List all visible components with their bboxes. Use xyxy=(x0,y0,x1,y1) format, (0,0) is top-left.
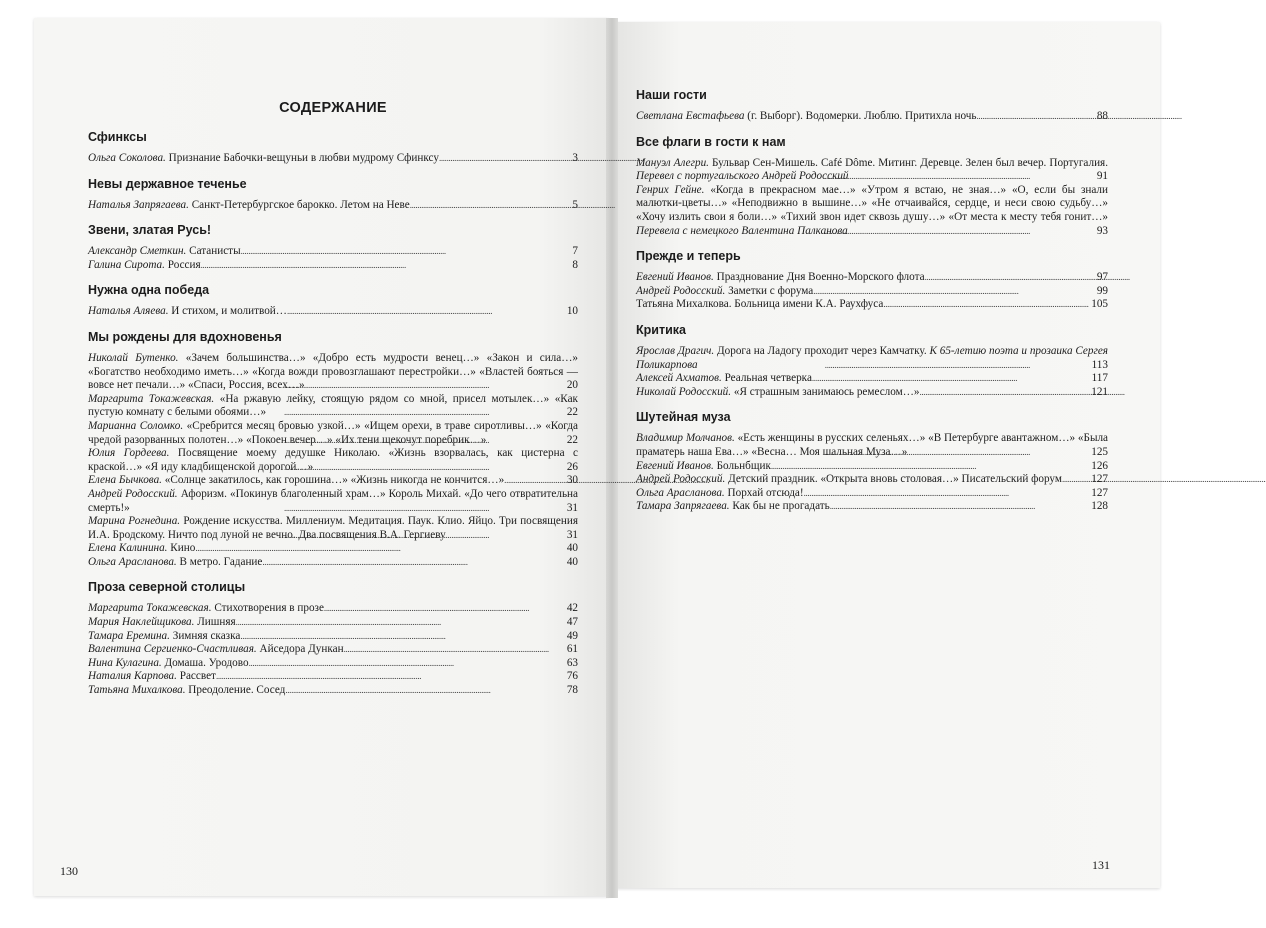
entry-author: Андрей Родосский. xyxy=(636,473,726,486)
dot-leader xyxy=(439,152,570,166)
entry-author: Наталия Карпова. xyxy=(88,670,177,683)
toc-entry xyxy=(88,488,578,515)
entry-author: Тамара Еремина. xyxy=(88,629,170,642)
entry-leader-line xyxy=(284,434,578,448)
entry-text xyxy=(636,110,977,124)
entry-author: Мария Наклейщикова. xyxy=(88,616,195,629)
entry-title: Стихотворения в прозе xyxy=(214,602,324,615)
entry-page-number: 31 xyxy=(566,528,578,541)
toc-entry xyxy=(88,259,578,273)
entry-title: И стихом, и молитвой… xyxy=(171,305,287,318)
entry-title: Заметки с форума xyxy=(728,284,814,297)
toc-entry xyxy=(88,684,578,698)
entry-author: Маргарита Токажевская. xyxy=(88,392,215,405)
dot-leader xyxy=(504,474,565,488)
entry-title: Лишняя xyxy=(197,616,236,629)
toc-section xyxy=(636,88,1108,124)
entry-page-number: 63 xyxy=(566,656,578,669)
entry-title: Детский праздник. «Открыта вновь столовая…» Писательский форум xyxy=(728,473,1062,486)
entry-page-number: 26 xyxy=(566,460,578,473)
entry-page-number: 97 xyxy=(1096,271,1108,284)
dot-leader xyxy=(284,406,565,420)
entry-page-number: 10 xyxy=(566,305,578,318)
dot-leader xyxy=(195,542,565,556)
dot-leader xyxy=(241,245,571,259)
entry-page-number: 121 xyxy=(1091,385,1108,398)
entry-title: Домаша. Уродово xyxy=(164,656,249,669)
entry-leader-line xyxy=(284,379,578,393)
dot-leader xyxy=(1062,473,1089,487)
dot-leader xyxy=(925,271,1095,285)
toc-entry xyxy=(88,616,578,630)
toc-entry xyxy=(636,271,1108,285)
entry-text xyxy=(88,643,344,657)
entry-author: Николай Бутенко. xyxy=(88,351,179,364)
entry-page-number: 47 xyxy=(566,616,578,629)
entry-leader-line xyxy=(825,446,1108,460)
entry-title: «Солнце закатилось, как горошина…» «Жизнь никогда не кончится…» xyxy=(164,474,505,487)
entry-page-number: 8 xyxy=(572,258,578,271)
entry-page-number: 127 xyxy=(1091,473,1108,486)
entry-page-number: 42 xyxy=(566,602,578,615)
toc-entry xyxy=(88,670,578,684)
entry-text xyxy=(636,386,920,400)
entry-leader-line xyxy=(284,502,578,516)
entry-author: Елена Бычкова. xyxy=(88,474,162,487)
dot-leader xyxy=(201,259,571,273)
entry-page-number: 126 xyxy=(1091,459,1108,472)
entry-text xyxy=(88,670,216,684)
entry-title: «Когда в прекрасном мае…» «Утром я встаю, не зная…» «О, если бы знали малютки-цветы…» «Неподвижно в вышине…» «Не отчаивайся, сердце, и неси свою судьбу…» «Хочу излить свои я боли…» «Тихий звон идет сквозь душу…» «От места к месту тебя гонит…» xyxy=(636,183,1109,223)
entry-text xyxy=(88,474,504,488)
entry-text xyxy=(636,372,812,386)
entry-text xyxy=(88,259,201,273)
toc-entry xyxy=(636,298,1108,312)
entry-title: «На ржавую лейку, стоящую рядом со мной, присел мотылек…» «Как пустую комнату с белыми обоями…» xyxy=(88,392,578,419)
entry-title: Как бы не прогадать xyxy=(732,500,830,513)
entry-title: Больнбщик xyxy=(716,459,771,472)
entry-text xyxy=(636,500,830,514)
entry-page-number: 5 xyxy=(572,198,578,211)
entry-author: Владимир Молчанов. xyxy=(636,432,735,445)
entry-leader-line xyxy=(284,406,578,420)
entry-page-number: 105 xyxy=(1091,298,1108,311)
entry-page-number: 7 xyxy=(572,245,578,258)
section-heading: Сфинксы xyxy=(88,130,147,144)
entry-author: Евгений Иванов. xyxy=(636,271,714,284)
entry-title: (г. Выборг). Водомерки. Люблю. Притихла ночь xyxy=(747,110,977,122)
right-sections xyxy=(636,88,1108,514)
entry-leader-line xyxy=(825,225,1108,239)
toc-section xyxy=(88,283,578,319)
toc-section xyxy=(88,177,578,213)
entry-title: «Зачем большинства…» «Добро есть мудрости венец…» «Закон и сила…» «Богатство необходимо иметь…» «Когда вожди провозглашают перестройки…» «Властей бояться — вовсе нет печали…» «Спаси, Россия, всех…» xyxy=(88,351,579,392)
entry-text xyxy=(636,460,771,474)
book-gutter xyxy=(606,18,618,898)
entry-author: Ольга Соколова. xyxy=(88,152,166,164)
entry-author: Юлия Гордеева. xyxy=(88,447,170,460)
entry-author: Наталья Аляева. xyxy=(88,305,169,318)
entry-text xyxy=(636,271,925,285)
entry-title: Признание Бабочки-вещуньи в любви мудрому Сфинксу xyxy=(168,152,439,164)
entry-page-number: 30 xyxy=(566,474,578,487)
toc-section xyxy=(88,223,578,272)
entry-author: Светлана Евстафьева xyxy=(636,110,745,122)
entry-text xyxy=(88,616,236,630)
dot-leader xyxy=(262,556,564,570)
entry-page-number: 76 xyxy=(566,670,578,683)
dot-leader xyxy=(410,199,571,213)
entry-page-number: 127 xyxy=(1091,486,1108,499)
entry-author: Ольга Арасланова. xyxy=(88,555,177,568)
toc-entry xyxy=(636,460,1108,474)
entry-text xyxy=(88,602,324,616)
toc-section xyxy=(88,130,578,166)
toc-entry xyxy=(636,473,1108,487)
entry-page-number: 78 xyxy=(566,684,578,697)
entry-title: Посвящение моему дедушке Николаю. «Жизнь взорвалась, как цистерна с краской…» «Я иду кладбищенской дорогой…» xyxy=(88,447,578,473)
entry-title: Санкт-Петербургское барокко. Летом на Неве xyxy=(191,198,410,211)
toc-title: СОДЕРЖАНИЕ xyxy=(279,100,387,116)
entry-title: Рождение искусства. Миллениум. Медитация. Паук. Клио. Яйцо. Три посвящения И.А. Бродскому. Ничто под луной не вечно. Два посвящения В.А. Гергиеву xyxy=(88,515,579,541)
toc-entry xyxy=(636,432,1108,459)
entry-page-number: 49 xyxy=(566,629,578,642)
entry-author: Ярослав Драгич. xyxy=(636,344,715,357)
entry-author: Тамара Запрягаева. xyxy=(636,500,730,513)
entry-page-number: 91 xyxy=(1096,170,1108,183)
dot-leader xyxy=(284,434,565,448)
entry-text xyxy=(636,487,804,501)
entry-leader-line xyxy=(825,359,1108,373)
entry-text xyxy=(88,542,195,556)
dot-leader xyxy=(284,502,565,516)
entry-title: «Я страшным занимаюсь ремеслом…» xyxy=(733,385,920,398)
dot-leader xyxy=(825,446,1089,460)
entry-title: Празднование Дня Военно-Морского флота xyxy=(716,271,925,284)
entry-title: Кино xyxy=(170,542,196,555)
dot-leader xyxy=(825,225,1095,239)
dot-leader xyxy=(771,460,1089,474)
page-number-left: 130 xyxy=(60,864,78,878)
toc-entry xyxy=(88,420,578,447)
toc-entry xyxy=(88,305,578,319)
entry-author: Евгений Иванов. xyxy=(636,459,714,472)
entry-text xyxy=(88,556,262,570)
entry-title: Айседора Дункан xyxy=(259,643,344,656)
entry-text xyxy=(88,657,249,671)
entry-author: Марианна Соломко. xyxy=(88,419,184,432)
dot-leader xyxy=(920,386,1090,400)
toc-entry xyxy=(88,556,578,570)
entry-page-number: 88 xyxy=(1096,110,1108,122)
entry-page-number: 61 xyxy=(566,643,578,656)
entry-text xyxy=(88,152,439,166)
entry-page-number: 113 xyxy=(1091,358,1108,371)
entry-author: Николай Родосский. xyxy=(636,385,732,398)
dot-leader xyxy=(216,670,565,684)
section-heading: Проза северной столицы xyxy=(88,580,246,595)
entry-author: Галина Сирота. xyxy=(88,258,165,271)
dot-leader xyxy=(249,657,565,671)
entry-title: Афоризм. «Покинув благоленный храм…» Король Михай. «До чего отвратительна смерть!» xyxy=(88,487,578,514)
toc-entry xyxy=(636,487,1108,501)
section-heading: Мы рождены для вдохновенья xyxy=(88,329,282,344)
entry-title: Дорога на Ладогу проходит через Камчатку. xyxy=(717,344,927,357)
dot-leader xyxy=(813,285,1095,299)
entry-leader-line xyxy=(825,170,1108,184)
dot-leader xyxy=(804,487,1090,501)
entry-author: Александр Сметкин. xyxy=(88,245,187,258)
toc-section xyxy=(636,323,1108,399)
toc-entry xyxy=(88,152,578,166)
toc-entry xyxy=(88,515,578,542)
entry-text xyxy=(88,684,285,698)
toc-entry xyxy=(88,643,578,657)
entry-note: Перевел с португальского Андрей Родосский xyxy=(636,170,849,183)
entry-text xyxy=(636,285,813,299)
entry-text xyxy=(636,298,883,312)
entry-author: Ольга Арасланова. xyxy=(636,486,725,499)
entry-page-number: 31 xyxy=(566,501,578,514)
entry-author: Марина Рогнедина. xyxy=(88,515,181,528)
entry-text xyxy=(88,305,287,319)
entry-page-number: 22 xyxy=(566,406,578,419)
toc-section xyxy=(88,580,578,697)
toc-entry xyxy=(88,474,578,488)
entry-page-number: 40 xyxy=(566,555,578,568)
entry-note: Перевела с немецкого Валентина Палканова xyxy=(636,224,848,237)
entry-note: К 65-летию поэта и прозаика Сергея Поликарпова xyxy=(636,344,1109,371)
entry-title: Преодоление. Сосед xyxy=(188,684,286,697)
section-heading: Нужна одна победа xyxy=(88,283,210,298)
toc-entry xyxy=(88,657,578,671)
toc-entry xyxy=(88,542,578,556)
dot-leader xyxy=(284,529,565,543)
entry-title: Реальная четверка xyxy=(724,372,812,385)
entry-text xyxy=(88,245,241,259)
entry-title: «Сребрится месяц бровью узкой…» «Ищем орехи, в траве сиротливы…» «Когда чредой разорванных полотен…» «Покоен вечер…» «Их тени щекочут поребрик…» xyxy=(88,419,578,446)
dot-leader xyxy=(324,602,565,616)
entry-author: Елена Калинина. xyxy=(88,542,168,555)
toc-entry xyxy=(88,393,578,420)
entry-title: Порхай отсюда! xyxy=(727,486,804,499)
entry-text xyxy=(636,473,1062,487)
section-heading: Критика xyxy=(636,322,686,337)
dot-leader xyxy=(285,684,564,698)
toc-section xyxy=(88,330,578,570)
entry-text xyxy=(88,630,240,644)
toc-entry xyxy=(88,199,578,213)
dot-leader xyxy=(240,630,564,644)
toc-section xyxy=(636,135,1108,239)
dot-leader xyxy=(287,305,565,319)
toc-entry xyxy=(636,500,1108,514)
entry-author: Андрей Родосский. xyxy=(636,284,726,297)
dot-leader xyxy=(977,110,1095,124)
entry-title: В метро. Гадание xyxy=(179,555,263,568)
dot-leader xyxy=(284,461,565,475)
toc-entry xyxy=(88,447,578,474)
entry-page-number: 125 xyxy=(1091,445,1108,458)
toc-section xyxy=(636,249,1108,312)
entry-page-number: 3 xyxy=(572,152,578,164)
entry-author: Алексей Ахматов. xyxy=(636,372,722,385)
entry-author: Генрих Гейне. xyxy=(636,183,705,196)
toc-entry xyxy=(88,245,578,259)
section-heading: Невы державное теченье xyxy=(88,176,247,191)
entry-page-number: 20 xyxy=(566,379,578,392)
dot-leader xyxy=(825,170,1095,184)
section-heading: Все флаги в гости к нам xyxy=(636,134,786,149)
entry-page-number: 99 xyxy=(1096,284,1108,297)
entry-page-number: 128 xyxy=(1091,500,1108,513)
toc-entry xyxy=(88,602,578,616)
entry-title: Татьяна Михалкова. Больница имени К.А. Раухфуса xyxy=(636,298,884,311)
page-number-right: 131 xyxy=(1092,858,1110,872)
toc-entry xyxy=(636,285,1108,299)
entry-title: Россия xyxy=(167,258,201,271)
dot-leader xyxy=(830,500,1089,514)
dot-leader xyxy=(812,372,1090,386)
entry-title: Зимняя сказка xyxy=(172,629,241,642)
section-heading: Прежде и теперь xyxy=(636,249,741,264)
left-sections xyxy=(88,130,578,698)
toc-entry xyxy=(636,157,1108,184)
toc-entry xyxy=(636,110,1108,124)
toc-section xyxy=(636,410,1108,514)
entry-leader-line xyxy=(284,461,578,475)
entry-author: Андрей Родосский. xyxy=(88,487,178,500)
entry-title: Рассвет xyxy=(179,670,216,683)
toc-entry xyxy=(636,184,1108,238)
section-heading: Шутейная муза xyxy=(636,410,731,425)
entry-page-number: 22 xyxy=(566,433,578,446)
entry-author: Валентина Сергиенко-Счастливая. xyxy=(88,643,257,656)
entry-author: Татьяна Михалкова. xyxy=(88,684,186,697)
entry-title: Бульвар Сен-Мишель. Café Dôme. Митинг. Деревце. Зелен был вечер. Португалия. xyxy=(712,156,1108,169)
section-heading: Звени, златая Русь! xyxy=(88,223,212,238)
left-toc-column xyxy=(88,100,578,709)
entry-text xyxy=(88,199,410,213)
toc-entry xyxy=(88,630,578,644)
entry-page-number: 40 xyxy=(566,542,578,555)
entry-author: Маргарита Токажевская. xyxy=(88,602,212,615)
right-toc-column xyxy=(636,88,1108,525)
dot-leader xyxy=(344,643,565,657)
dot-leader xyxy=(284,379,565,393)
entry-author: Наталья Запрягаева. xyxy=(88,198,189,211)
entry-page-number: 93 xyxy=(1096,224,1108,237)
dot-leader xyxy=(236,616,565,630)
toc-entry xyxy=(636,372,1108,386)
entry-title: «Есть женщины в русских селеньях…» «В Петербурге авантажном…» «Была праматерь наша Ева…» «Весна… Моя шальная Муза…» xyxy=(636,432,1109,458)
dot-leader xyxy=(883,298,1089,312)
entry-title: Сатанисты xyxy=(189,245,241,258)
entry-page-number: 117 xyxy=(1091,372,1108,385)
entry-author: Нина Кулагина. xyxy=(88,656,162,669)
section-heading: Наши гости xyxy=(636,88,707,102)
toc-entry xyxy=(636,345,1108,372)
toc-entry xyxy=(88,352,578,393)
entry-leader-line xyxy=(284,529,578,543)
dot-leader xyxy=(825,359,1090,373)
entry-author: Мануэл Алегри. xyxy=(636,156,709,169)
toc-entry xyxy=(636,386,1108,400)
